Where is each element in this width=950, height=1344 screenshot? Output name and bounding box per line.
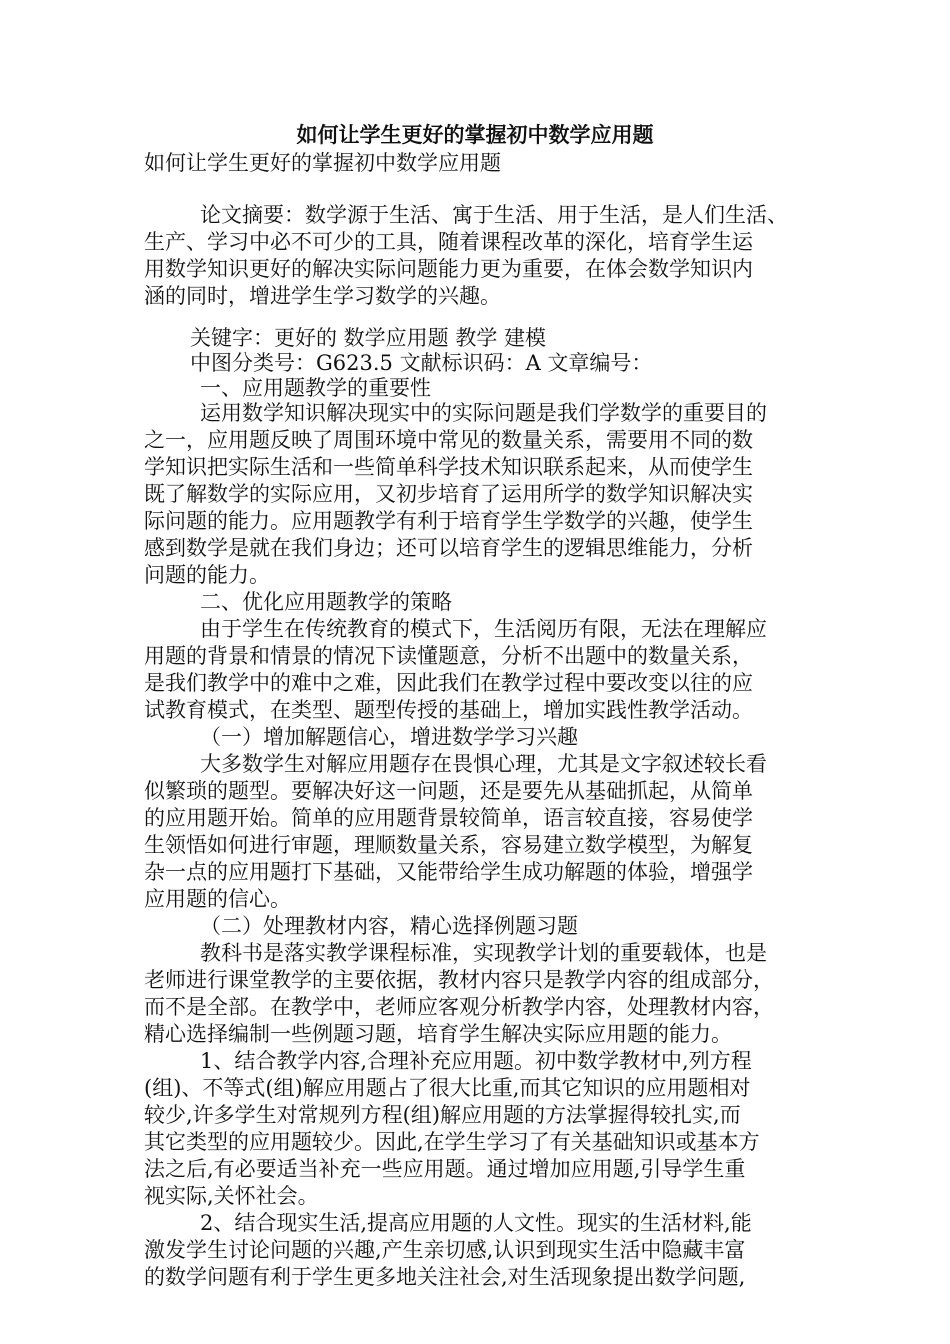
paragraph-line: 应用题的信心。 bbox=[144, 887, 291, 911]
paragraph-line: 而不是全部。在教学中，老师应客观分析教学内容，处理教材内容， bbox=[144, 995, 774, 1019]
paragraph-line: 是我们教学中的难中之难，因此我们在教学过程中要改变以往的应 bbox=[144, 671, 753, 695]
keywords-line: 关键字：更好的 数学应用题 教学 建模 bbox=[190, 326, 547, 350]
paragraph-line: 运用数学知识解决现实中的实际问题是我们学数学的重要目的 bbox=[200, 401, 767, 425]
paragraph-line: 教科书是落实教学课程标准，实现教学计划的重要载体，也是 bbox=[200, 941, 767, 965]
abstract-line: 论文摘要：数学源于生活、寓于生活、用于生活，是人们生活、 bbox=[200, 203, 788, 227]
abstract-line: 生产、学习中必不可少的工具，随着课程改革的深化，培育学生运 bbox=[144, 230, 753, 254]
paragraph-line: 用题的背景和情景的情况下读懂题意，分析不出题中的数量关系， bbox=[144, 644, 753, 668]
paragraph-line: 2、结合现实生活,提高应用题的人文性。现实的生活材料,能 bbox=[200, 1211, 752, 1235]
section-heading: 一、应用题教学的重要性 bbox=[200, 376, 431, 400]
paragraph-line: 学知识把实际生活和一些简单科学技术知识联系起来，从而使学生 bbox=[144, 455, 753, 479]
paragraph-line: 老师进行课堂教学的主要依据，教材内容只是教学内容的组成部分， bbox=[144, 968, 774, 992]
paragraph-line: 际问题的能力。应用题教学有利于培育学生学数学的兴趣，使学生 bbox=[144, 509, 753, 533]
paragraph-line: 感到数学是就在我们身边；还可以培育学生的逻辑思维能力，分析 bbox=[144, 536, 753, 560]
paragraph-line: 精心选择编制一些例题习题，培育学生解决实际应用题的能力。 bbox=[144, 1022, 732, 1046]
paragraph-line: 其它类型的应用题较少。因此,在学生学习了有关基础知识或基本方 bbox=[144, 1130, 760, 1154]
paragraph-line: 生领悟如何进行审题，理顺数量关系，容易建立数学模型，为解复 bbox=[144, 833, 753, 857]
paragraph-line: 大多数学生对解应用题存在畏惧心理，尤其是文字叙述较长看 bbox=[200, 752, 767, 776]
paragraph-line: 的数学问题有利于学生更多地关注社会,对生活现象提出数学问题, bbox=[144, 1265, 746, 1289]
paragraph-line: 杂一点的应用题打下基础，又能带给学生成功解题的体验，增强学 bbox=[144, 860, 753, 884]
paragraph-line: 激发学生讨论问题的兴趣,产生亲切感,认识到现实生活中隐藏丰富 bbox=[144, 1238, 746, 1262]
paragraph-line: 法之后,有必要适当补充一些应用题。通过增加应用题,引导学生重 bbox=[144, 1157, 746, 1181]
paragraph-line: 由于学生在传统教育的模式下，生活阅历有限，无法在理解应 bbox=[200, 617, 767, 641]
classification-line: 中图分类号：G623.5 文献标识码：A 文章编号： bbox=[190, 351, 653, 375]
abstract-line: 用数学知识更好的解决实际问题能力更为重要，在体会数学知识内 bbox=[144, 257, 753, 281]
paragraph-line: 既了解数学的实际应用，又初步培育了运用所学的数学知识解决实 bbox=[144, 482, 753, 506]
subsection-heading: （一）增加解题信心，增进数学学习兴趣 bbox=[200, 725, 578, 749]
abstract-line: 涵的同时，增进学生学习数学的兴趣。 bbox=[144, 284, 501, 308]
paragraph-line: 似繁琐的题型。要解决好这一问题，还是要先从基础抓起，从简单 bbox=[144, 779, 753, 803]
paragraph-line: 试教育模式，在类型、题型传授的基础上，增加实践性教学活动。 bbox=[144, 698, 753, 722]
paragraph-line: 问题的能力。 bbox=[144, 563, 270, 587]
subsection-heading: （二）处理教材内容，精心选择例题习题 bbox=[200, 914, 578, 938]
paragraph-line: 的应用题开始。简单的应用题背景较简单，语言较直接，容易使学 bbox=[144, 806, 753, 830]
section-heading: 二、优化应用题教学的策略 bbox=[200, 590, 452, 614]
paragraph-line: 较少,许多学生对常规列方程(组)解应用题的方法掌握得较扎实,而 bbox=[144, 1103, 741, 1127]
paragraph-line: 之一，应用题反映了周围环境中常见的数量关系，需要用不同的数 bbox=[144, 428, 753, 452]
paragraph-line: 视实际,关怀社会。 bbox=[144, 1184, 319, 1208]
document-title: 如何让学生更好的掌握初中数学应用题 bbox=[296, 122, 654, 147]
document-subtitle: 如何让学生更好的掌握初中数学应用题 bbox=[144, 151, 501, 175]
paragraph-line: 1、结合教学内容,合理补充应用题。初中数学教材中,列方程 bbox=[200, 1049, 752, 1073]
paragraph-line: (组)、不等式(组)解应用题占了很大比重,而其它知识的应用题相对 bbox=[144, 1076, 751, 1100]
